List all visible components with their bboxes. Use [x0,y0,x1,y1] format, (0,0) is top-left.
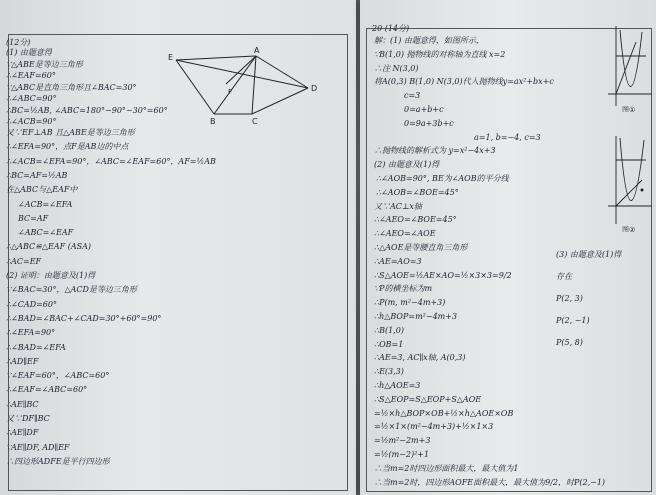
figure-label-d: D [311,84,318,93]
handwritten-line: ∵∠EAF=60°，∠ABC=60° [6,371,110,381]
parabola-figure-1 [606,22,654,112]
handwritten-line: ∵△ABC是直角三角形且∠BAC=30° [6,82,137,92]
handwritten-line: 又∵DF∥BC [6,414,50,423]
figure-label-e: E [168,53,174,62]
handwritten-line: (3) 由题意及(1)得 [556,250,622,259]
handwritten-line: 解：(1) 由题意得，如图所示， [374,36,484,45]
handwritten-line: ∴AE∥DF [6,428,39,438]
handwritten-line: ∴∠BAD=∠EFA [6,342,66,352]
parabola-figure-2 [606,132,654,232]
handwritten-line: ∴∠EAF=∠ABC=60° [6,385,88,395]
handwritten-line: ∴△AOE是等腰直角三角形 [374,243,468,252]
handwritten-line: ∴P(m, m²−4m+3) [374,298,446,308]
score-label-20: 20 (14分) [372,24,410,33]
handwritten-line: ∴OB=1 [374,339,404,349]
handwritten-line: =½(m−2)²+1 [374,450,430,459]
handwritten-line: ∴抛物线的解析式为 y=x²−4x+3 [374,146,496,156]
handwritten-line: ∴B(1,0) [374,325,404,335]
handwritten-line: ∴当m=2时，四边形AOFE面积最大，最大值为9/2，时P(2,−1) [374,477,606,487]
handwritten-line: ∴BC=AF=½AB [6,170,68,180]
handwritten-line: =½×h△BOP×OB+½×h△AOE×OB [374,408,514,418]
handwritten-line: ∴∠AOB=90°, BE为∠AOB的平分线 [376,174,509,183]
handwritten-line: 在△ABC与△EAF中 [6,185,78,195]
handwritten-line: ∴S△AOE=½AE×AO=½×3×3=9/2 [374,270,512,280]
handwritten-line: ∴△ABC≌△EAF (ASA) [6,242,92,252]
handwritten-line: ∴AE=3, AC∥x轴, A(0,3) [374,353,466,363]
handwritten-line: c=3 [404,91,421,101]
handwritten-line: ∴AC=EF [6,256,42,266]
handwritten-line: ∴当m=2时四边形面积最大，最大值为1 [374,463,519,473]
right-answer-sheet [360,0,656,495]
handwritten-line: ∵△ABE是等边三角形 [6,59,83,69]
handwritten-line: ∠ACB=∠EFA [18,199,73,209]
handwritten-line: ∠ABC=∠EAF [18,228,74,238]
figure-label-f: F [228,88,233,96]
handwritten-line: =½×1×(m²−4m+3)+½×1×3 [374,422,494,432]
handwritten-line: ∴∠ACB=90° [6,117,57,126]
handwritten-line: ∴∠AOB=∠BOE=45° [376,187,459,197]
handwritten-line: ∴∠AEO=∠BOE=45° [374,215,457,225]
fig2-label: 图② [622,226,636,232]
handwritten-line: P(5, 8) [556,338,583,347]
handwritten-line: ∴∠EFA=90°，点F是AB边的中点 [6,142,129,152]
handwritten-line: ∴∠AEO=∠AOE [374,229,436,239]
handwritten-line: ∴BC=½AB, ∠ABC=180°−90°−30°=60° [6,105,168,115]
handwritten-line: ∵P的横坐标为m [374,284,433,294]
handwritten-line: (2) 由题意及(1)得 [374,160,440,170]
handwritten-line: ∵∠BAC=30°，△ACD是等边三角形 [6,285,137,295]
handwritten-line: P(2, 3) [556,294,583,303]
handwritten-line: 0=a+b+c [404,105,444,114]
handwritten-line: BC=AF [18,213,49,223]
figure-label-b: B [210,117,216,126]
handwritten-line: 又∵EF⊥AB 且△ABE是等边三角形 [6,128,135,137]
handwritten-line: (1) 由题意得 [6,48,52,57]
handwritten-line: 又∵AC⊥x轴 [374,201,422,211]
handwritten-line: 将A(0,3) B(1,0) N(3,0)代入抛物线y=ax²+bx+c [374,77,554,87]
handwritten-line: ∴注 N(3,0) [374,63,419,73]
handwritten-line: ∴h△BOP=m²−4m+3 [374,312,458,321]
handwritten-line: a=1, b=−4, c=3 [474,132,541,142]
handwritten-line: =½m²−2m+3 [374,436,431,446]
handwritten-line: 存在 [556,272,572,281]
handwritten-line: ∴AD∥EF [6,356,39,366]
handwritten-line: ∴∠BAD=∠BAC+∠CAD=30°+60°=90° [6,313,162,323]
handwritten-line: ∴h△AOE=3 [374,381,421,390]
handwritten-line: ∴四边形ADFE是平行四边形 [6,456,110,466]
figure-label-c: C [252,117,258,126]
handwritten-line: ∴∠EAF=60° [6,71,56,80]
triangle-figure [168,44,328,132]
handwritten-line: ∴S△EOP=S△EOP+S△AOE [374,394,482,404]
handwritten-line: ∴E(3,3) [374,367,404,377]
fig1-label: 图① [622,106,636,112]
handwritten-line: ∵B(1,0) 抛物线的对称轴为直线 x=2 [374,49,506,59]
handwritten-line: 0=9a+3b+c [404,118,454,128]
handwritten-line: ∴∠ABC=90° [6,94,57,103]
handwritten-line: ∵AE∥DF, AD∥EF [6,442,70,452]
figure-label-a: A [254,46,260,55]
handwritten-line: P(2, −1) [556,316,590,325]
handwritten-line: ∴∠ACB=∠EFA=90°，∠ABC=∠EAF=60°，AF=½AB [6,156,216,166]
score-label: (12分) [6,38,31,47]
handwritten-line: ∴AE∥BC [6,399,39,409]
handwritten-line: (2) 证明：由题意及(1)得 [6,271,96,280]
handwritten-line: ∴AE=AO=3 [374,256,422,266]
handwritten-line: ∴∠CAD=60° [6,299,57,309]
handwritten-line: ∴∠EFA=90° [6,328,56,338]
